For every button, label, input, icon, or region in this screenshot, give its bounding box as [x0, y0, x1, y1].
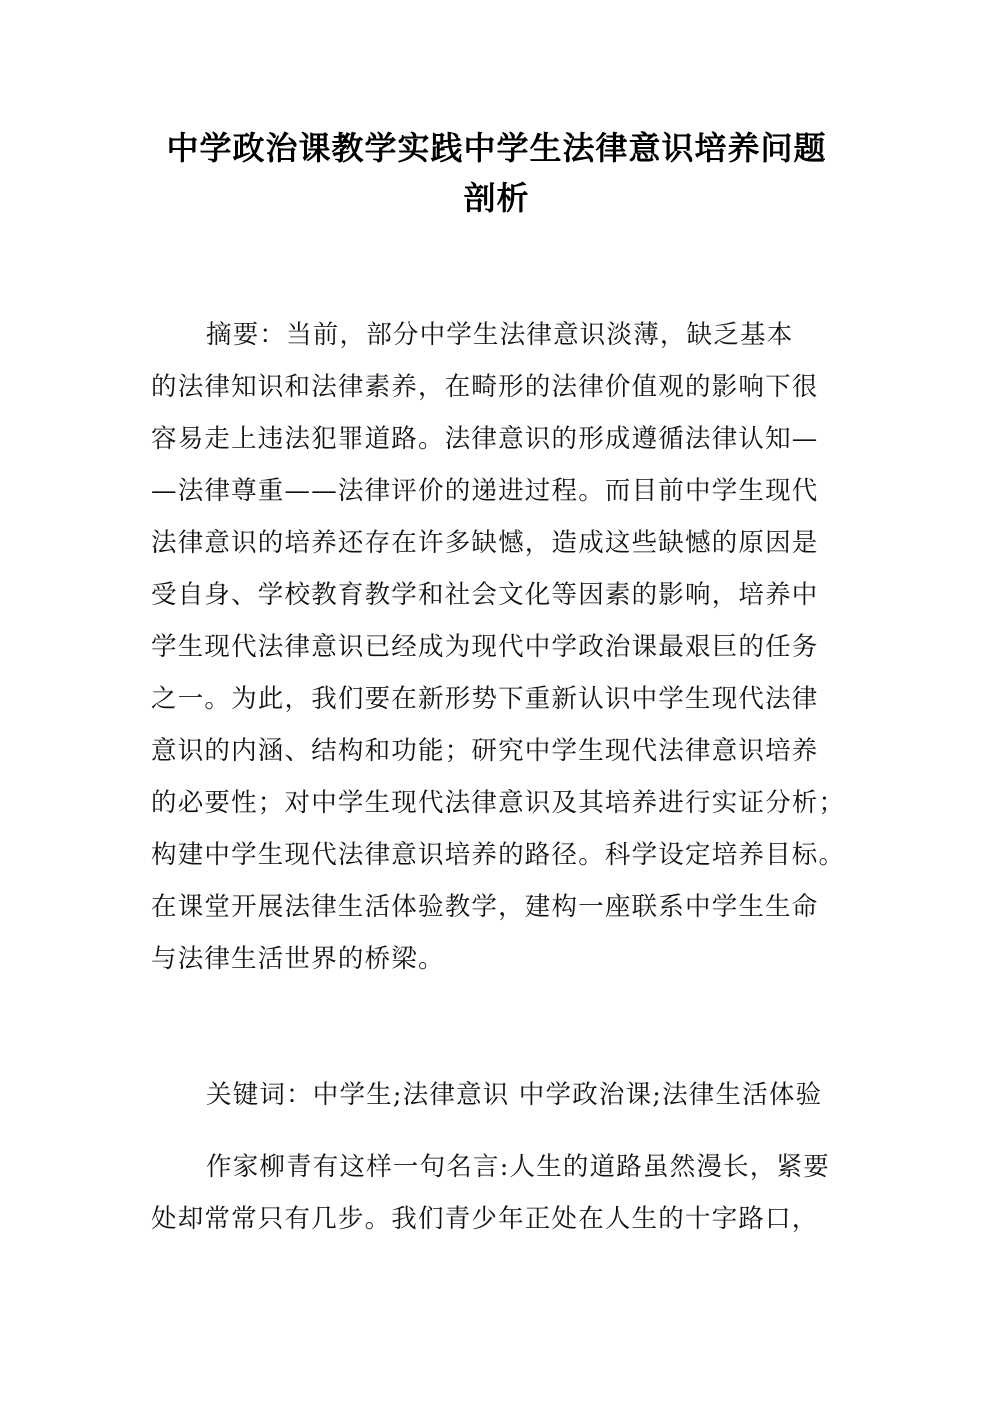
abstract-line: —法律尊重——法律评价的递进过程。而目前中学生现代: [151, 476, 819, 506]
abstract-line: 构建中学生现代法律意识培养的路径。科学设定培养目标。: [151, 840, 846, 870]
abstract-line: 与法律生活世界的桥梁。: [151, 944, 445, 974]
abstract-line: 容易走上违法犯罪道路。法律意识的形成遵循法律认知—: [151, 424, 819, 454]
abstract-line: 意识的内涵、结构和功能；研究中学生现代法律意识培养: [151, 736, 819, 766]
abstract-line: 法律意识的培养还存在许多缺憾，造成这些缺憾的原因是: [151, 528, 819, 558]
document-title-line-2: 剖析: [463, 179, 530, 217]
abstract-line: 的法律知识和法律素养，在畸形的法律价值观的影响下很: [151, 372, 819, 402]
keywords-line: 关键词：中学生;法律意识 中学政治课;法律生活体验: [206, 1080, 823, 1110]
body-line: 作家柳青有这样一句名言:人生的道路虽然漫长，紧要: [206, 1152, 830, 1182]
abstract-line: 之一。为此，我们要在新形势下重新认识中学生现代法律: [151, 684, 819, 714]
document-title-line-1: 中学政治课教学实践中学生法律意识培养问题: [166, 129, 827, 167]
abstract-line: 的必要性；对中学生现代法律意识及其培养进行实证分析；: [151, 788, 846, 818]
abstract-line: 受自身、学校教育教学和社会文化等因素的影响，培养中: [151, 580, 819, 610]
abstract-line: 学生现代法律意识已经成为现代中学政治课最艰巨的任务: [151, 632, 819, 662]
abstract-line: 摘要：当前，部分中学生法律意识淡薄，缺乏基本: [206, 320, 794, 350]
abstract-line: 在课堂开展法律生活体验教学，建构一座联系中学生生命: [151, 892, 819, 922]
body-line: 处却常常只有几步。我们青少年正处在人生的十字路口，: [151, 1204, 819, 1234]
